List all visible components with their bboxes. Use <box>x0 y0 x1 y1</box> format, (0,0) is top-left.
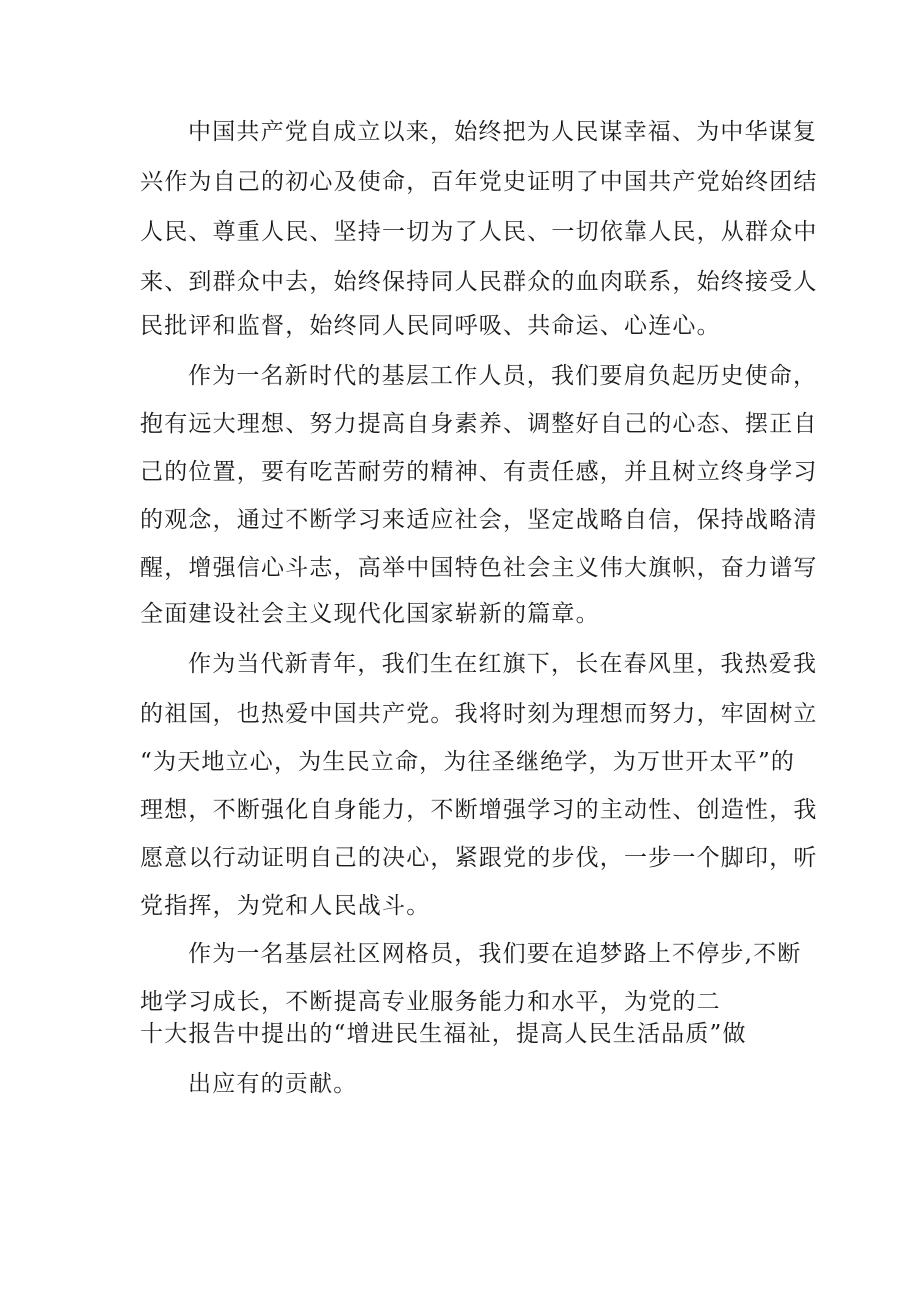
paragraph-3-line-3: “为天地立心，为生民立命，为往圣继绝学，为万世开太平”的 <box>140 749 796 775</box>
paragraph-4-line-2: 地学习成长，不断提高专业服务能力和水平，为党的二 <box>140 989 721 1015</box>
paragraph-4-line-1: 作为一名基层社区网格员，我们要在追梦路上不停步,不断 <box>188 941 802 967</box>
paragraph-3-line-2: 的祖国，也热爱中国共产党。我将时刻为理想而努力，牢固树立 <box>140 701 818 727</box>
paragraph-2-line-1: 作为一名新时代的基层工作人员，我们要肩负起历史使命， <box>188 363 818 389</box>
paragraph-1-line-3: 人民、尊重人民、坚持一切为了人民、一切依靠人民，从群众中 <box>140 219 818 245</box>
paragraph-2-line-4: 的观念，通过不断学习来适应社会，坚定战略自信，保持战略清 <box>140 507 818 533</box>
paragraph-4-line-3: 十大报告中提出的“增进民生福祉，提高人民生活品质”做 <box>140 1021 747 1047</box>
paragraph-2-line-2: 抱有远大理想、努力提高自身素养、调整好自己的心态、摆正自 <box>140 411 818 437</box>
paragraph-2-line-3: 己的位置，要有吃苦耐劳的精神、有责任感，并且树立终身学习 <box>140 459 818 485</box>
paragraph-1-line-2: 兴作为自己的初心及使命，百年党史证明了中国共产党始终团结 <box>140 169 818 195</box>
paragraph-2-line-6: 全面建设社会主义现代化国家崭新的篇章。 <box>140 601 600 627</box>
paragraph-3-line-6: 党指挥，为党和人民战斗。 <box>140 893 431 919</box>
paragraph-1-line-1: 中国共产党自成立以来，始终把为人民谋幸福、为中华谋复 <box>188 119 818 145</box>
paragraph-1-line-4: 来、到群众中去，始终保持同人民群众的血肉联系，始终接受人 <box>140 269 818 295</box>
paragraph-3-line-5: 愿意以行动证明自己的决心，紧跟党的步伐，一步一个脚印，听 <box>140 845 818 871</box>
paragraph-3-line-4: 理想，不断强化自身能力，不断增强学习的主动性、创造性，我 <box>140 797 818 823</box>
paragraph-3-line-1: 作为当代新青年，我们生在红旗下，长在春风里，我热爱我 <box>188 651 818 677</box>
paragraph-2-line-5: 醒，增强信心斗志，高举中国特色社会主义伟大旗帜，奋力谱写 <box>140 555 818 581</box>
paragraph-1-line-5: 民批评和监督，始终同人民同呼吸、共命运、心连心。 <box>140 313 721 339</box>
paragraph-4-line-4: 出应有的贡献。 <box>188 1071 358 1097</box>
